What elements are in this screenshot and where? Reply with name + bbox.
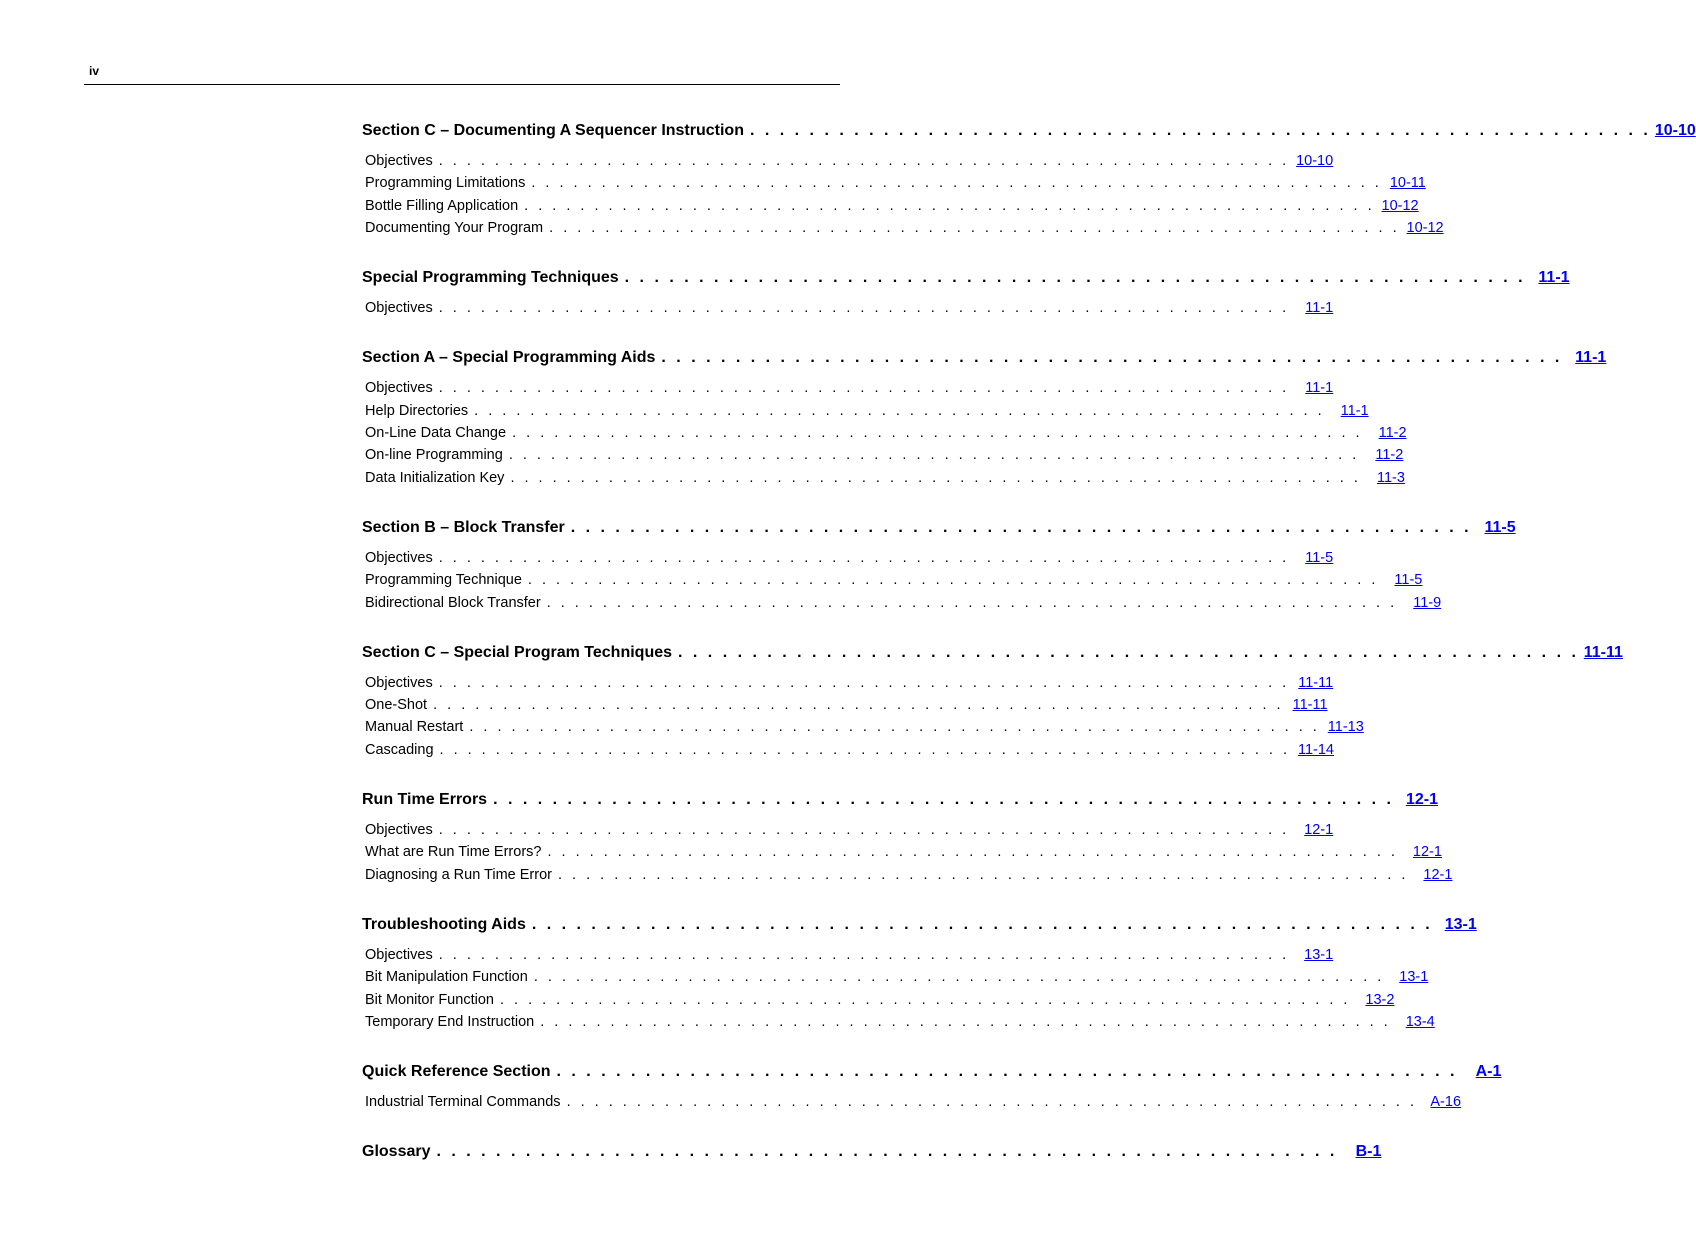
toc-heading-title: Section C – Special Program Techniques [362, 643, 673, 661]
toc-entry-title: Data Initialization Key [365, 469, 505, 486]
header-rule [84, 84, 840, 85]
toc-entry-page-link[interactable]: 13-1 [1399, 969, 1429, 986]
dot-leader: . . . . . . . . . . . . . . . . . . . . . . . . . . . . . . . . . . . . . . . . . . . . . . . . . . . . . . . . . . . . . [531, 915, 1433, 933]
toc-entry [362, 547, 1334, 569]
toc-entry-page-link[interactable]: 11-3 [1376, 469, 1405, 486]
toc-entry-title: Objectives [365, 549, 433, 566]
toc-entry [362, 172, 1426, 194]
toc-heading-title: Quick Reference Section [362, 1063, 551, 1081]
dot-leader: . . . . . . . . . . . . . . . . . . . . . . . . . . . . . . . . . . . . . . . . . . . . . . . . . . . . . . . . . . . . . [678, 643, 1579, 661]
toc-entry-page-link[interactable]: 13-4 [1405, 1013, 1435, 1030]
toc-entry-page-link[interactable]: 11-2 [1378, 425, 1407, 442]
page-number-label: iv [89, 64, 100, 78]
dot-leader: . . . . . . . . . . . . . . . . . . . . . . . . . . . . . . . . . . . . . . . . . . . . . . . . . . . . . . . . . . . . . [557, 866, 1409, 883]
toc-entry-title: Programming Limitations [365, 175, 526, 192]
toc-heading [362, 1061, 1502, 1087]
toc-entry-page-link[interactable]: 11-11 [1298, 674, 1334, 691]
toc-entry [362, 864, 1453, 886]
dot-leader: . . . . . . . . . . . . . . . . . . . . . . . . . . . . . . . . . . . . . . . . . . . . . . . . . . . . . . . . . . . . . [438, 549, 1290, 566]
toc-entry-page-link[interactable]: 11-14 [1297, 741, 1334, 758]
toc-entry-title: Help Directories [365, 402, 469, 419]
toc-entry-page-link[interactable]: 11-13 [1327, 719, 1364, 736]
dot-leader: . . . . . . . . . . . . . . . . . . . . . . . . . . . . . . . . . . . . . . . . . . . . . . . . . . . . . . . . . . . . . [547, 844, 1398, 861]
toc-heading [362, 267, 1570, 293]
toc-entry-title: Objectives [365, 153, 433, 169]
dot-leader: . . . . . . . . . . . . . . . . . . . . . . . . . . . . . . . . . . . . . . . . . . . . . . . . . . . . . . . . . . . . . [533, 969, 1385, 986]
toc-heading [362, 347, 1607, 373]
toc-section [362, 914, 1477, 1033]
toc-entry [362, 944, 1334, 966]
dot-leader: . . . . . . . . . . . . . . . . . . . . . . . . . . . . . . . . . . . . . . . . . . . . . . . . . . . . . . . . . . . . . [493, 791, 1394, 809]
dot-leader: . . . . . . . . . . . . . . . . . . . . . . . . . . . . . . . . . . . . . . . . . . . . . . . . . . . . . . . . . . . . . [474, 402, 1325, 419]
dot-leader: . . . . . . . . . . . . . . . . . . . . . . . . . . . . . . . . . . . . . . . . . . . . . . . . . . . . . . . . . . . . . [570, 518, 1472, 536]
dot-leader: . . . . . . . . . . . . . . . . . . . . . . . . . . . . . . . . . . . . . . . . . . . . . . . . . . . . . . . . . . . . . [510, 469, 1361, 486]
toc-heading-page-link[interactable]: 11-1 [1538, 269, 1570, 287]
toc-entry [362, 297, 1334, 319]
toc-entry-page-link[interactable]: 10-12 [1406, 219, 1444, 236]
toc-entry-page-link[interactable]: 11-5 [1305, 549, 1334, 566]
toc-entry [362, 966, 1429, 988]
dot-leader: . . . . . . . . . . . . . . . . . . . . . . . . . . . . . . . . . . . . . . . . . . . . . . . . . . . . . . . . . . . . . [438, 153, 1290, 169]
toc-heading-page-link[interactable]: B-1 [1355, 1143, 1382, 1161]
toc-entry [362, 400, 1369, 422]
dot-leader: . . . . . . . . . . . . . . . . . . . . . . . . . . . . . . . . . . . . . . . . . . . . . . . . . . . . . . . . . . . . . [508, 447, 1360, 464]
dot-leader: . . . . . . . . . . . . . . . . . . . . . . . . . . . . . . . . . . . . . . . . . . . . . . . . . . . . . . . . . . . . . [438, 300, 1290, 317]
toc-entry [362, 694, 1328, 716]
toc-heading [362, 120, 1696, 146]
toc-entry [362, 195, 1419, 217]
toc-section [362, 517, 1516, 614]
toc-entry [362, 739, 1334, 761]
toc-entry-title: Bit Monitor Function [365, 991, 494, 1008]
toc-section [362, 347, 1607, 488]
toc-entry-title: What are Run Time Errors? [365, 844, 542, 861]
toc-entry-page-link[interactable]: 11-1 [1305, 380, 1334, 397]
dot-leader: . . . . . . . . . . . . . . . . . . . . . . . . . . . . . . . . . . . . . . . . . . . . . . . . . . . . . . . . . . . . . [624, 269, 1526, 287]
toc-entry [362, 217, 1444, 239]
toc-entry-page-link[interactable]: 11-1 [1305, 300, 1334, 317]
toc-entry-title: On-Line Data Change [365, 425, 507, 442]
dot-leader: . . . . . . . . . . . . . . . . . . . . . . . . . . . . . . . . . . . . . . . . . . . . . . . . . . . . . . . . . . . . . [438, 674, 1290, 691]
dot-leader: . . . . . . . . . . . . . . . . . . . . . . . . . . . . . . . . . . . . . . . . . . . . . . . . . . . . . . . . . . . . . [661, 349, 1563, 367]
toc-entry-title: One-Shot [365, 697, 428, 714]
toc-entry [362, 716, 1364, 738]
toc-entry-title: Objectives [365, 674, 433, 691]
toc-entry [362, 672, 1334, 694]
toc-section [362, 642, 1623, 761]
toc-entry-page-link[interactable]: A-16 [1430, 1094, 1462, 1111]
toc-section [362, 267, 1570, 319]
dot-leader: . . . . . . . . . . . . . . . . . . . . . . . . . . . . . . . . . . . . . . . . . . . . . . . . . . . . . . . . . . . . . [749, 122, 1651, 139]
toc-entry-page-link[interactable]: 10-12 [1381, 197, 1419, 214]
toc-entry-page-link[interactable]: 10-10 [1296, 153, 1334, 169]
toc-heading [362, 1141, 1382, 1167]
toc-entry-page-link[interactable]: 13-2 [1365, 991, 1395, 1008]
dot-leader: . . . . . . . . . . . . . . . . . . . . . . . . . . . . . . . . . . . . . . . . . . . . . . . . . . . . . . . . . . . . . [512, 425, 1363, 442]
toc-entry-page-link[interactable]: 12-1 [1423, 866, 1453, 883]
toc-heading-title: Glossary [362, 1143, 431, 1161]
toc-entry-page-link[interactable]: 11-9 [1413, 594, 1442, 611]
dot-leader: . . . . . . . . . . . . . . . . . . . . . . . . . . . . . . . . . . . . . . . . . . . . . . . . . . . . . . . . . . . . . [524, 197, 1375, 214]
toc-entry-title: Bottle Filling Application [365, 197, 519, 214]
toc-heading-title: Section B – Block Transfer [362, 518, 565, 536]
toc-entry-title: Cascading [365, 741, 434, 758]
dot-leader: . . . . . . . . . . . . . . . . . . . . . . . . . . . . . . . . . . . . . . . . . . . . . . . . . . . . . . . . . . . . . [436, 1143, 1338, 1161]
toc-entry-page-link[interactable]: 11-11 [1292, 697, 1328, 714]
toc-entry-page-link[interactable]: 11-2 [1375, 447, 1404, 464]
toc-entry-page-link[interactable]: 11-1 [1340, 402, 1369, 419]
toc-heading-title: Special Programming Techniques [362, 269, 619, 287]
dot-leader: . . . . . . . . . . . . . . . . . . . . . . . . . . . . . . . . . . . . . . . . . . . . . . . . . . . . . . . . . . . . . [527, 572, 1379, 589]
toc-entry [362, 444, 1404, 466]
toc-entry-title: Objectives [365, 300, 433, 317]
toc-section [362, 789, 1453, 886]
toc-heading-title: Troubleshooting Aids [362, 915, 526, 933]
toc-entry-title: Manual Restart [365, 719, 464, 736]
toc-entry [362, 150, 1334, 172]
toc-heading [362, 642, 1623, 668]
dot-leader: . . . . . . . . . . . . . . . . . . . . . . . . . . . . . . . . . . . . . . . . . . . . . . . . . . . . . . . . . . . . . [549, 219, 1400, 236]
toc-heading-page-link[interactable]: 12-1 [1405, 791, 1438, 809]
toc-heading-title: Section A – Special Programming Aids [362, 349, 656, 367]
toc-entry [362, 1091, 1462, 1113]
toc-entry-title: Documenting Your Program [365, 219, 544, 236]
dot-leader: . . . . . . . . . . . . . . . . . . . . . . . . . . . . . . . . . . . . . . . . . . . . . . . . . . . . . . . . . . . . . [439, 741, 1290, 758]
toc-entry [362, 569, 1423, 591]
toc-entry-title: Programming Technique [365, 572, 522, 589]
dot-leader: . . . . . . . . . . . . . . . . . . . . . . . . . . . . . . . . . . . . . . . . . . . . . . . . . . . . . . . . . . . . . [566, 1094, 1418, 1111]
toc-entry-title: Bidirectional Block Transfer [365, 594, 541, 611]
toc-heading [362, 914, 1477, 940]
dot-leader: . . . . . . . . . . . . . . . . . . . . . . . . . . . . . . . . . . . . . . . . . . . . . . . . . . . . . . . . . . . . . [469, 719, 1320, 736]
toc-heading-page-link[interactable]: 11-11 [1583, 643, 1623, 661]
toc-entry-title: On-line Programming [365, 447, 503, 464]
toc-heading-page-link[interactable]: A-1 [1475, 1063, 1502, 1081]
toc-entry-title: Objectives [365, 946, 433, 963]
dot-leader: . . . . . . . . . . . . . . . . . . . . . . . . . . . . . . . . . . . . . . . . . . . . . . . . . . . . . . . . . . . . . [556, 1063, 1458, 1081]
dot-leader: . . . . . . . . . . . . . . . . . . . . . . . . . . . . . . . . . . . . . . . . . . . . . . . . . . . . . . . . . . . . . [438, 946, 1290, 963]
table-of-contents [362, 120, 1696, 1195]
toc-entry [362, 592, 1442, 614]
toc-entry-page-link[interactable]: 11-5 [1394, 572, 1423, 589]
toc-entry-page-link[interactable]: 12-1 [1412, 844, 1442, 861]
dot-leader: . . . . . . . . . . . . . . . . . . . . . . . . . . . . . . . . . . . . . . . . . . . . . . . . . . . . . . . . . . . . . [546, 594, 1398, 611]
dot-leader: . . . . . . . . . . . . . . . . . . . . . . . . . . . . . . . . . . . . . . . . . . . . . . . . . . . . . . . . . . . . . [499, 991, 1351, 1008]
toc-section [362, 1141, 1382, 1167]
toc-entry-title: Temporary End Instruction [365, 1013, 535, 1030]
toc-heading-page-link[interactable]: 10-10 [1654, 122, 1696, 139]
toc-heading-title: Run Time Errors [362, 791, 488, 809]
toc-entry [362, 989, 1395, 1011]
toc-heading [362, 789, 1438, 815]
toc-heading-page-link[interactable]: 11-5 [1484, 518, 1516, 536]
toc-entry-title: Bit Manipulation Function [365, 969, 528, 986]
toc-entry-title: Objectives [365, 380, 433, 397]
toc-entry-page-link[interactable]: 10-11 [1389, 175, 1426, 192]
dot-leader: . . . . . . . . . . . . . . . . . . . . . . . . . . . . . . . . . . . . . . . . . . . . . . . . . . . . . . . . . . . . . [540, 1013, 1391, 1030]
toc-heading-title: Section C – Documenting A Sequencer Instruction [362, 122, 744, 139]
toc-heading-page-link[interactable]: 11-1 [1575, 349, 1607, 367]
toc-entry-page-link[interactable]: 12-1 [1304, 822, 1334, 839]
toc-heading-page-link[interactable]: 13-1 [1444, 915, 1477, 933]
toc-entry [362, 819, 1334, 841]
toc-entry [362, 377, 1334, 399]
dot-leader: . . . . . . . . . . . . . . . . . . . . . . . . . . . . . . . . . . . . . . . . . . . . . . . . . . . . . . . . . . . . . [433, 697, 1284, 714]
toc-entry-page-link[interactable]: 13-1 [1304, 946, 1334, 963]
toc-entry [362, 467, 1405, 489]
toc-entry-title: Diagnosing a Run Time Error [365, 866, 552, 883]
toc-entry-title: Objectives [365, 822, 433, 839]
toc-heading [362, 517, 1516, 543]
dot-leader: . . . . . . . . . . . . . . . . . . . . . . . . . . . . . . . . . . . . . . . . . . . . . . . . . . . . . . . . . . . . . [438, 822, 1290, 839]
toc-section [362, 1061, 1502, 1113]
dot-leader: . . . . . . . . . . . . . . . . . . . . . . . . . . . . . . . . . . . . . . . . . . . . . . . . . . . . . . . . . . . . . [438, 380, 1290, 397]
toc-entry-title: Industrial Terminal Commands [365, 1094, 561, 1111]
toc-entry [362, 841, 1442, 863]
toc-section [362, 120, 1696, 239]
toc-entry [362, 1011, 1435, 1033]
dot-leader: . . . . . . . . . . . . . . . . . . . . . . . . . . . . . . . . . . . . . . . . . . . . . . . . . . . . . . . . . . . . . [531, 175, 1382, 192]
toc-entry [362, 422, 1407, 444]
